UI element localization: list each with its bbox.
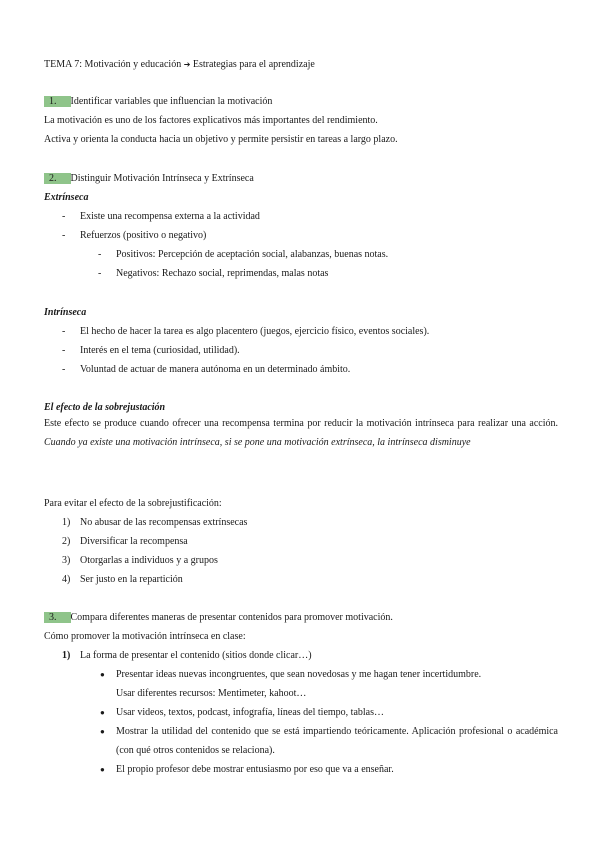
list-item: Refuerzos (positivo o negativo) [80, 230, 207, 241]
list-number: 3) [62, 555, 71, 566]
section-3-intro: Cómo promover la motivación intrínseca en clase: [44, 631, 246, 642]
sobrejustificacion-heading: El efecto de la sobrejustación [44, 402, 166, 413]
list-item: Otorgarlas a individuos y a grupos [80, 555, 218, 566]
bullet-item: El propio profesor debe mostrar entusiasmo por eso que va a enseñar. [116, 764, 394, 775]
list-number: 1) [62, 650, 71, 661]
document-title: TEMA 7: Motivación y educación ➔ Estrategias para el aprendizaje [44, 59, 315, 70]
section-number-highlight: 3. [44, 612, 71, 623]
list-item: Interés en el tema (curiosidad, utilidad). [80, 345, 240, 356]
bullet-item: Presentar ideas nuevas incongruentes, que sean novedosas y me hagan tener incertidumbre. [116, 669, 482, 680]
dash-bullet: - [98, 268, 102, 279]
sub-list-item: Positivos: Percepción de aceptación social, alabanzas, buenas notas. [116, 249, 389, 260]
list-item: Existe una recompensa externa a la actividad [80, 211, 260, 222]
section-3-heading: 3. Compara diferentes maneras de presentar contenidos para promover motivación. [44, 612, 393, 624]
list-number: 1) [62, 517, 71, 528]
dash-bullet: - [62, 345, 66, 356]
bullet-icon: ● [100, 708, 105, 717]
section-1-heading: 1. Identificar variables que influencian la motivación [44, 96, 272, 108]
dash-bullet: - [62, 326, 66, 337]
bullet-icon: ● [100, 670, 105, 679]
list-item: Diversificar la recompensa [80, 536, 188, 547]
bullet-item: Usar videos, textos, podcast, infografía, líneas del tiempo, tablas… [116, 707, 384, 718]
bullet-item: Mostrar la utilidad del contenido que se está impartiendo teóricamente. Aplicación profesional o académica (con qué otros contenidos se relaciona). [116, 726, 558, 756]
sub-list-item: Negativos: Rechazo social, reprimendas, malas notas [116, 268, 329, 279]
section-1-paragraph-line: Activa y orienta la conducta hacia un objetivo y permite persistir en tareas a largo plazo. [44, 134, 398, 145]
list-item: Ser justo en la repartición [80, 574, 183, 585]
section-1-paragraph-line: La motivación es uno de los factores explicativos más importantes del rendimiento. [44, 115, 378, 126]
list-number: 2) [62, 536, 71, 547]
dash-bullet: - [62, 364, 66, 375]
list-item: No abusar de las recompensas extrínsecas [80, 517, 248, 528]
section-2-heading: 2. Distinguir Motivación Intrínseca y Extrínseca [44, 173, 254, 185]
list-item: Voluntad de actuar de manera autónoma en un determinado ámbito. [80, 364, 351, 375]
bullet-icon: ● [100, 727, 105, 736]
evitar-intro: Para evitar el efecto de la sobrejustificación: [44, 498, 222, 509]
dash-bullet: - [98, 249, 102, 260]
dash-bullet: - [62, 230, 66, 241]
extrinseca-heading: Extrínseca [44, 192, 89, 203]
sobrejustificacion-paragraph: Este efecto se produce cuando ofrecer una recompensa termina por reducir la motivación intrínseca para realizar una acción. Cuando ya existe una motivación intrínseca, si se pone una motivación extrínseca, la intrínseca disminuye [44, 418, 558, 448]
list-number: 4) [62, 574, 71, 585]
intrinseca-heading: Intrínseca [44, 307, 87, 318]
bullet-item-continuation: Usar diferentes recursos: Mentimeter, kahoot… [116, 688, 307, 699]
section-number-highlight: 2. [44, 173, 71, 184]
list-item: La forma de presentar el contenido (sitios donde clicar…) [80, 650, 312, 661]
dash-bullet: - [62, 211, 66, 222]
arrow-right-icon: ➔ [183, 60, 191, 69]
list-item: El hecho de hacer la tarea es algo placentero (juegos, ejercicio físico, eventos sociales). [80, 326, 430, 337]
section-number-highlight: 1. [44, 96, 71, 107]
bullet-icon: ● [100, 765, 105, 774]
